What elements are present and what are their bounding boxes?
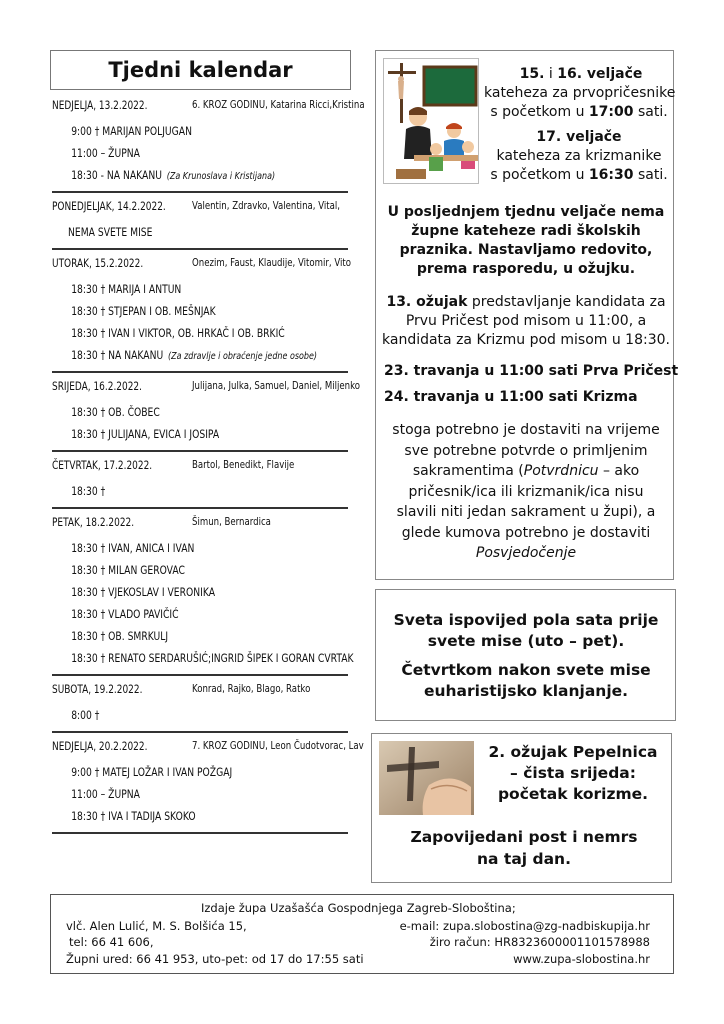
day-date: SUBOTA, 19.2.2022. xyxy=(52,682,143,696)
mass-entry xyxy=(52,344,318,366)
day-saints: Šimun, Bernardica xyxy=(192,515,271,528)
footer-box xyxy=(50,894,674,974)
mass-intention: 18:30 † OB. ČOBEC xyxy=(71,405,160,419)
mass-note: (Za zdravlje i obraćenje jedne osobe) xyxy=(168,351,318,362)
mass-intention: 8:00 † xyxy=(71,708,100,722)
mass-intention: 18:30 † MARIJA I ANTUN xyxy=(71,282,182,296)
calendar-day-header xyxy=(52,98,365,120)
day-date: UTORAK, 15.2.2022. xyxy=(52,256,144,270)
mass-entry xyxy=(52,142,289,164)
mass-entry xyxy=(52,300,289,322)
mass-entry xyxy=(52,559,289,581)
mass-intention: 18:30 † NA NAKANU xyxy=(71,348,164,362)
day-saints: 6. KROZ GODINU, Katarina Ricci,Kristina xyxy=(192,98,365,111)
mass-entry xyxy=(52,480,289,502)
day-saints: Julijana, Julka, Samuel, Daniel, Miljenko xyxy=(192,379,361,392)
calendar-day xyxy=(52,98,365,193)
catechesis-notice: U posljednjem tjednu veljače nema župne kateheze radi školskih praznika. Nastavljamo redovito, prema rasporedu, u ožujku. xyxy=(387,204,665,277)
day-saints: 7. KROZ GODINU, Leon Čudotvorac, Lav xyxy=(192,739,364,752)
catechesis-first-date: 15. i 16. veljače xyxy=(519,66,643,82)
mass-intention: 18:30 † IVAN, ANICA I IVAN xyxy=(71,541,195,555)
mass-entry xyxy=(52,278,289,300)
day-date: NEDJELJA, 13.2.2022. xyxy=(52,98,148,112)
calendar-title: Tjedni kalendar xyxy=(108,58,293,82)
mass-entry xyxy=(52,120,289,142)
mass-intention: 11:00 – ŽUPNA xyxy=(71,787,140,801)
mass-intention: 18:30 † RENATO SERDARUŠIĆ;INGRID ŠIPEK I GORAN CVRTAK xyxy=(71,651,354,665)
mass-entry xyxy=(52,401,289,423)
calendar-day-header xyxy=(52,739,364,761)
mass-entry xyxy=(52,221,289,243)
calendar-day xyxy=(52,739,364,834)
mass-intention: 9:00 † MARIJAN POLJUGAN xyxy=(71,124,192,138)
catechesis-first-time: s početkom u 17:00 sati. xyxy=(490,104,668,120)
calendar-day xyxy=(52,379,361,452)
confession-box xyxy=(375,589,676,721)
mass-entry xyxy=(52,704,289,726)
fasting-notice: Zapovijedani post i nemrs na taj dan. xyxy=(410,828,638,868)
mass-intention: 18:30 † JULIJANA, EVICA I JOSIPA xyxy=(71,427,220,441)
day-saints: Valentin, Zdravko, Valentina, Vital, xyxy=(192,199,341,212)
footer-email: e-mail: zupa.slobostina@zg-nadbiskupija.hr xyxy=(399,919,650,933)
catechesis-illustration xyxy=(383,58,479,184)
calendar-day xyxy=(52,199,348,250)
mass-intention: 18:30 † VLADO PAVIČIĆ xyxy=(71,607,179,621)
mass-entry xyxy=(52,805,289,827)
calendar-title-box xyxy=(50,50,351,90)
mass-intention: 18:30 - NA NAKANU xyxy=(71,168,162,182)
mass-intention: 9:00 † MATEJ LOŽAR I IVAN POŽGAJ xyxy=(71,765,233,779)
calendar-day-header xyxy=(52,199,348,221)
mass-entry xyxy=(52,581,289,603)
calendar-day xyxy=(52,458,348,509)
calendar-day-header xyxy=(52,458,348,480)
day-saints: Konrad, Rajko, Blago, Ratko xyxy=(192,682,311,695)
first-communion-date: 23. travanja u 11:00 sati Prva Pričest xyxy=(384,363,679,379)
day-saints: Onezim, Faust, Klaudije, Vitomir, Vito xyxy=(192,256,352,269)
day-date: SRIJEDA, 16.2.2022. xyxy=(52,379,142,393)
calendar-day-header xyxy=(52,515,348,537)
mass-intention: 18:30 † MILAN GEROVAC xyxy=(71,563,185,577)
calendar-list xyxy=(52,98,365,840)
catechesis-second-audience: kateheza za krizmanike xyxy=(496,148,662,164)
mass-entry xyxy=(52,423,289,445)
footer-office: Župni ured: 66 41 953, uto-pet: od 17 do 17:55 sati xyxy=(66,952,364,966)
footer-account: žiro račun: HR8323600001101578988 xyxy=(429,935,650,949)
mass-entry xyxy=(52,625,289,647)
confession-text: Sveta ispovijed pola sata prije svete mise (uto – pet). Četvrtkom nakon svete mise euharistijsko klanjanje. xyxy=(393,611,659,700)
mass-entry xyxy=(52,164,289,186)
catechesis-second-date: 17. veljače xyxy=(536,129,622,145)
mass-intention: 18:30 † OB. SMRKULJ xyxy=(71,629,169,643)
mass-intention: 18:30 † IVA I TADIJA SKOKO xyxy=(71,809,196,823)
mass-entry xyxy=(52,537,289,559)
day-date: PETAK, 18.2.2022. xyxy=(52,515,135,529)
mass-intention: 18:30 † VJEKOSLAV I VERONIKA xyxy=(71,585,215,599)
mass-intention: 18:30 † xyxy=(71,484,106,498)
day-date: ČETVRTAK, 17.2.2022. xyxy=(52,458,153,472)
mass-entry xyxy=(52,761,289,783)
calendar-day xyxy=(52,682,348,733)
calendar-day-header xyxy=(52,682,348,704)
catechesis-first-audience: kateheza za prvopričesnike xyxy=(484,85,676,101)
mass-entry xyxy=(52,647,354,669)
ash-wednesday-box xyxy=(371,733,672,883)
footer-priest: vlč. Alen Lulić, M. S. Bolšića 15, xyxy=(66,919,247,933)
calendar-day-header xyxy=(52,256,352,278)
catechesis-second-time: s početkom u 16:30 sati. xyxy=(490,167,668,183)
documents-notice: stoga potrebno je dostaviti na vrijeme sve potrebne potvrde o primljenim sakramentima (Potvrdnicu – ako pričesnik/ica ili krizmanik/ica nisu slavili niti jedan sakrament u župi), a glede kumova potrebno je dostaviti Posvjedočenje xyxy=(392,422,660,561)
mass-intention: 11:00 – ŽUPNA xyxy=(71,146,140,160)
day-date: NEDJELJA, 20.2.2022. xyxy=(52,739,148,753)
footer-publisher: Izdaje župa Uzašašća Gospodnjega Zagreb-Sloboština; xyxy=(201,901,516,915)
day-saints: Bartol, Benedikt, Flavije xyxy=(192,458,295,471)
ash-wednesday-title: 2. ožujak Pepelnica – čista srijeda: početak korizme. xyxy=(488,743,658,803)
mass-entry xyxy=(52,603,289,625)
footer-web: www.zupa-slobostina.hr xyxy=(513,952,650,966)
confirmation-date: 24. travanja u 11:00 sati Krizma xyxy=(384,389,638,405)
calendar-day-header xyxy=(52,379,361,401)
mass-note: (Za Krunoslava i Kristijana) xyxy=(166,171,276,182)
mass-entry xyxy=(52,322,289,344)
ash-cross-image xyxy=(379,741,474,815)
mass-intention: 18:30 † STJEPAN I OB. MEŠNJAK xyxy=(71,304,216,318)
mass-entry xyxy=(52,783,289,805)
mass-intention: NEMA SVETE MISE xyxy=(68,225,153,239)
day-date: PONEDJELJAK, 14.2.2022. xyxy=(52,199,166,213)
mass-intention: 18:30 † IVAN I VIKTOR, OB. HRKAČ I OB. BRKIĆ xyxy=(71,326,285,340)
catechesis-box xyxy=(375,50,679,580)
calendar-day xyxy=(52,515,354,676)
march-presentation: 13. ožujak predstavljanje kandidata za Prvu Pričest pod misom u 11:00, a kandidata za Krizmu pod misom u 18:30. xyxy=(382,294,670,348)
footer-tel: tel: 66 41 606, xyxy=(69,935,154,949)
calendar-day xyxy=(52,256,352,373)
